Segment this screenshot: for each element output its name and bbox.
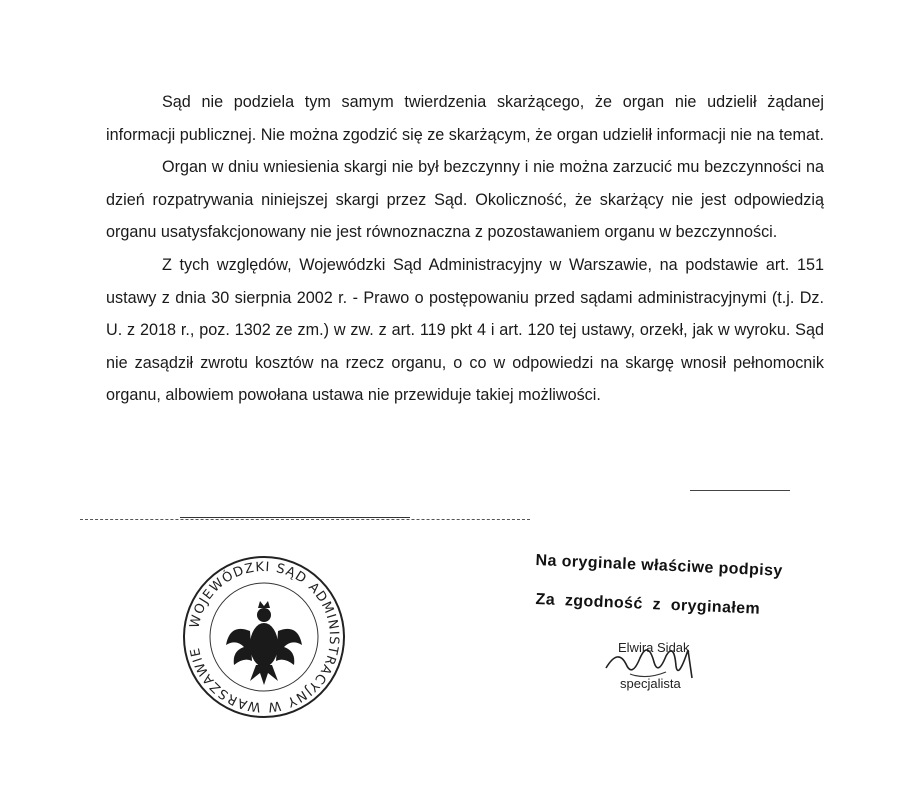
certification-line-1: Na oryginale właściwe podpisy [535, 552, 783, 580]
closing-line-2 [80, 519, 530, 520]
closing-line-3 [180, 517, 410, 518]
paragraph-3: Z tych względów, Wojewódzki Sąd Administracyjny w Warszawie, na podstawie art. 151 ustawy z dnia 30 sierpnia 2002 r. - Prawo o postępowaniu przed sądami administracyjnymi (t.j. Dz. U. z 2018 r., poz. 1302 ze zm.) w zw. z art. 119 pkt 4 i art. 120 tej ustawy, orzekł, jak w wyroku. Sąd nie zasądził zwrotu kosztów na rzecz organu, o co w odpowiedzi na skargę wnosił pełnomocnik organu, albowiem powołana ustawa nie przewiduje takiej możliwości. [106, 255, 824, 405]
paragraph-2: Organ w dniu wniesienia skargi nie był bezczynny i nie można zarzucić mu bezczynności na dzień rozpatrywania niniejszej skargi przez Sąd. Okoliczność, że skarżący nie jest odpowiedzią organu usatysfakcjonowany nie jest równoznaczna z pozostawaniem organu w bezczynności. [106, 158, 824, 242]
closing-line-1 [690, 490, 790, 491]
paragraph-1: Sąd nie podziela tym samym twierdzenia skarżącego, że organ nie udzielił żądanej informacji publicznej. Nie można zgodzić się ze skarżącym, że organ udzielił informacji nie na temat. [106, 93, 824, 144]
court-seal-stamp [180, 553, 348, 721]
judgment-text [106, 86, 824, 412]
seal-text: WOJEWÓDZKI SĄD ADMINISTRACYJNY W WARSZAWIE [187, 559, 342, 715]
signer-name: Elwira Sidak [618, 640, 690, 655]
signer-role: specjalista [620, 676, 681, 691]
eagle-emblem-icon [226, 601, 302, 685]
certification-line-2: Za zgodność z oryginałem [535, 591, 761, 618]
